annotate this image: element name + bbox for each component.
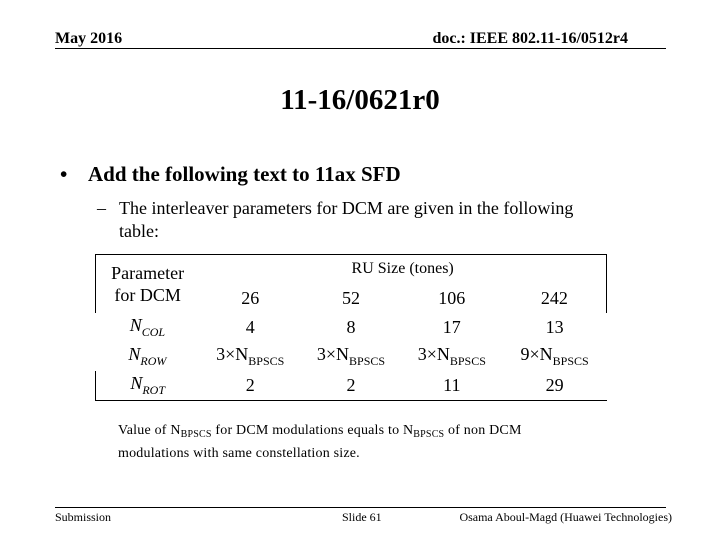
table-cell: $3\times N_{BPSCS}$ bbox=[316, 344, 386, 368]
table-cell: 4 bbox=[245, 317, 255, 337]
param-nrow: $N_{ROW}$ bbox=[128, 344, 167, 368]
header-rule bbox=[55, 48, 666, 49]
header-doc-id: doc.: IEEE 802.11-16/0512r4 bbox=[432, 30, 628, 47]
bullet-marker: • bbox=[60, 162, 68, 186]
table-note: Value of $N_{BPSCS}$ for DCM modulations equals to $N_{BPSCS}$ of non DCM modulations with same constellation size. bbox=[118, 423, 522, 461]
footer-slide-number: Slide 61 bbox=[342, 510, 382, 524]
main-bullet bbox=[60, 162, 401, 187]
parameter-header-line1: Parameter bbox=[111, 263, 185, 283]
footer-author: Osama Aboul-Magd (Huawei Technologies) bbox=[459, 510, 672, 524]
param-ncol: $N_{COL}$ bbox=[129, 315, 166, 339]
table-cell: 13 bbox=[545, 317, 564, 337]
interleaver-parameters-table bbox=[95, 254, 607, 401]
ru-size-caption: RU Size (tones) bbox=[199, 255, 606, 284]
parameter-header-cell bbox=[96, 255, 200, 314]
slide-title: 11-16/0621r0 bbox=[280, 84, 440, 116]
parameter-header-line2: for DCM bbox=[114, 285, 181, 305]
sub-bullet bbox=[97, 197, 657, 243]
table-cell: 2 bbox=[301, 371, 401, 401]
table-cell: 29 bbox=[503, 371, 607, 401]
param-nrot: $N_{ROT}$ bbox=[96, 371, 200, 401]
footer-rule bbox=[55, 507, 666, 508]
table-row bbox=[96, 313, 607, 342]
header-date: May 2016 bbox=[55, 30, 123, 47]
table-cell: 2 bbox=[199, 371, 301, 401]
sub-bullet-marker: – bbox=[97, 198, 106, 218]
ru-size-52: 52 bbox=[341, 287, 360, 308]
ru-size-106: 106 bbox=[438, 287, 466, 308]
table-cell: $3\times N_{BPSCS}$ bbox=[216, 344, 285, 368]
ru-size-26: 26 bbox=[241, 287, 260, 308]
table-row bbox=[96, 342, 607, 371]
ru-size-242: 242 bbox=[503, 283, 607, 313]
table-cell: $9\times N_{BPSCS}$ bbox=[520, 344, 589, 368]
main-bullet-text: Add the following text to 11ax SFD bbox=[88, 162, 401, 186]
table-cell: $3\times N_{BPSCS}$ bbox=[417, 344, 486, 368]
table-cell: 8 bbox=[346, 317, 356, 337]
footer-submission: Submission bbox=[55, 510, 112, 524]
table-cell: 11 bbox=[401, 371, 503, 401]
sub-bullet-line1: The interleaver parameters for DCM are given in the following bbox=[119, 198, 574, 218]
sub-bullet-line2: table: bbox=[119, 221, 159, 241]
table-cell: 17 bbox=[442, 317, 461, 337]
table-row bbox=[96, 371, 607, 401]
